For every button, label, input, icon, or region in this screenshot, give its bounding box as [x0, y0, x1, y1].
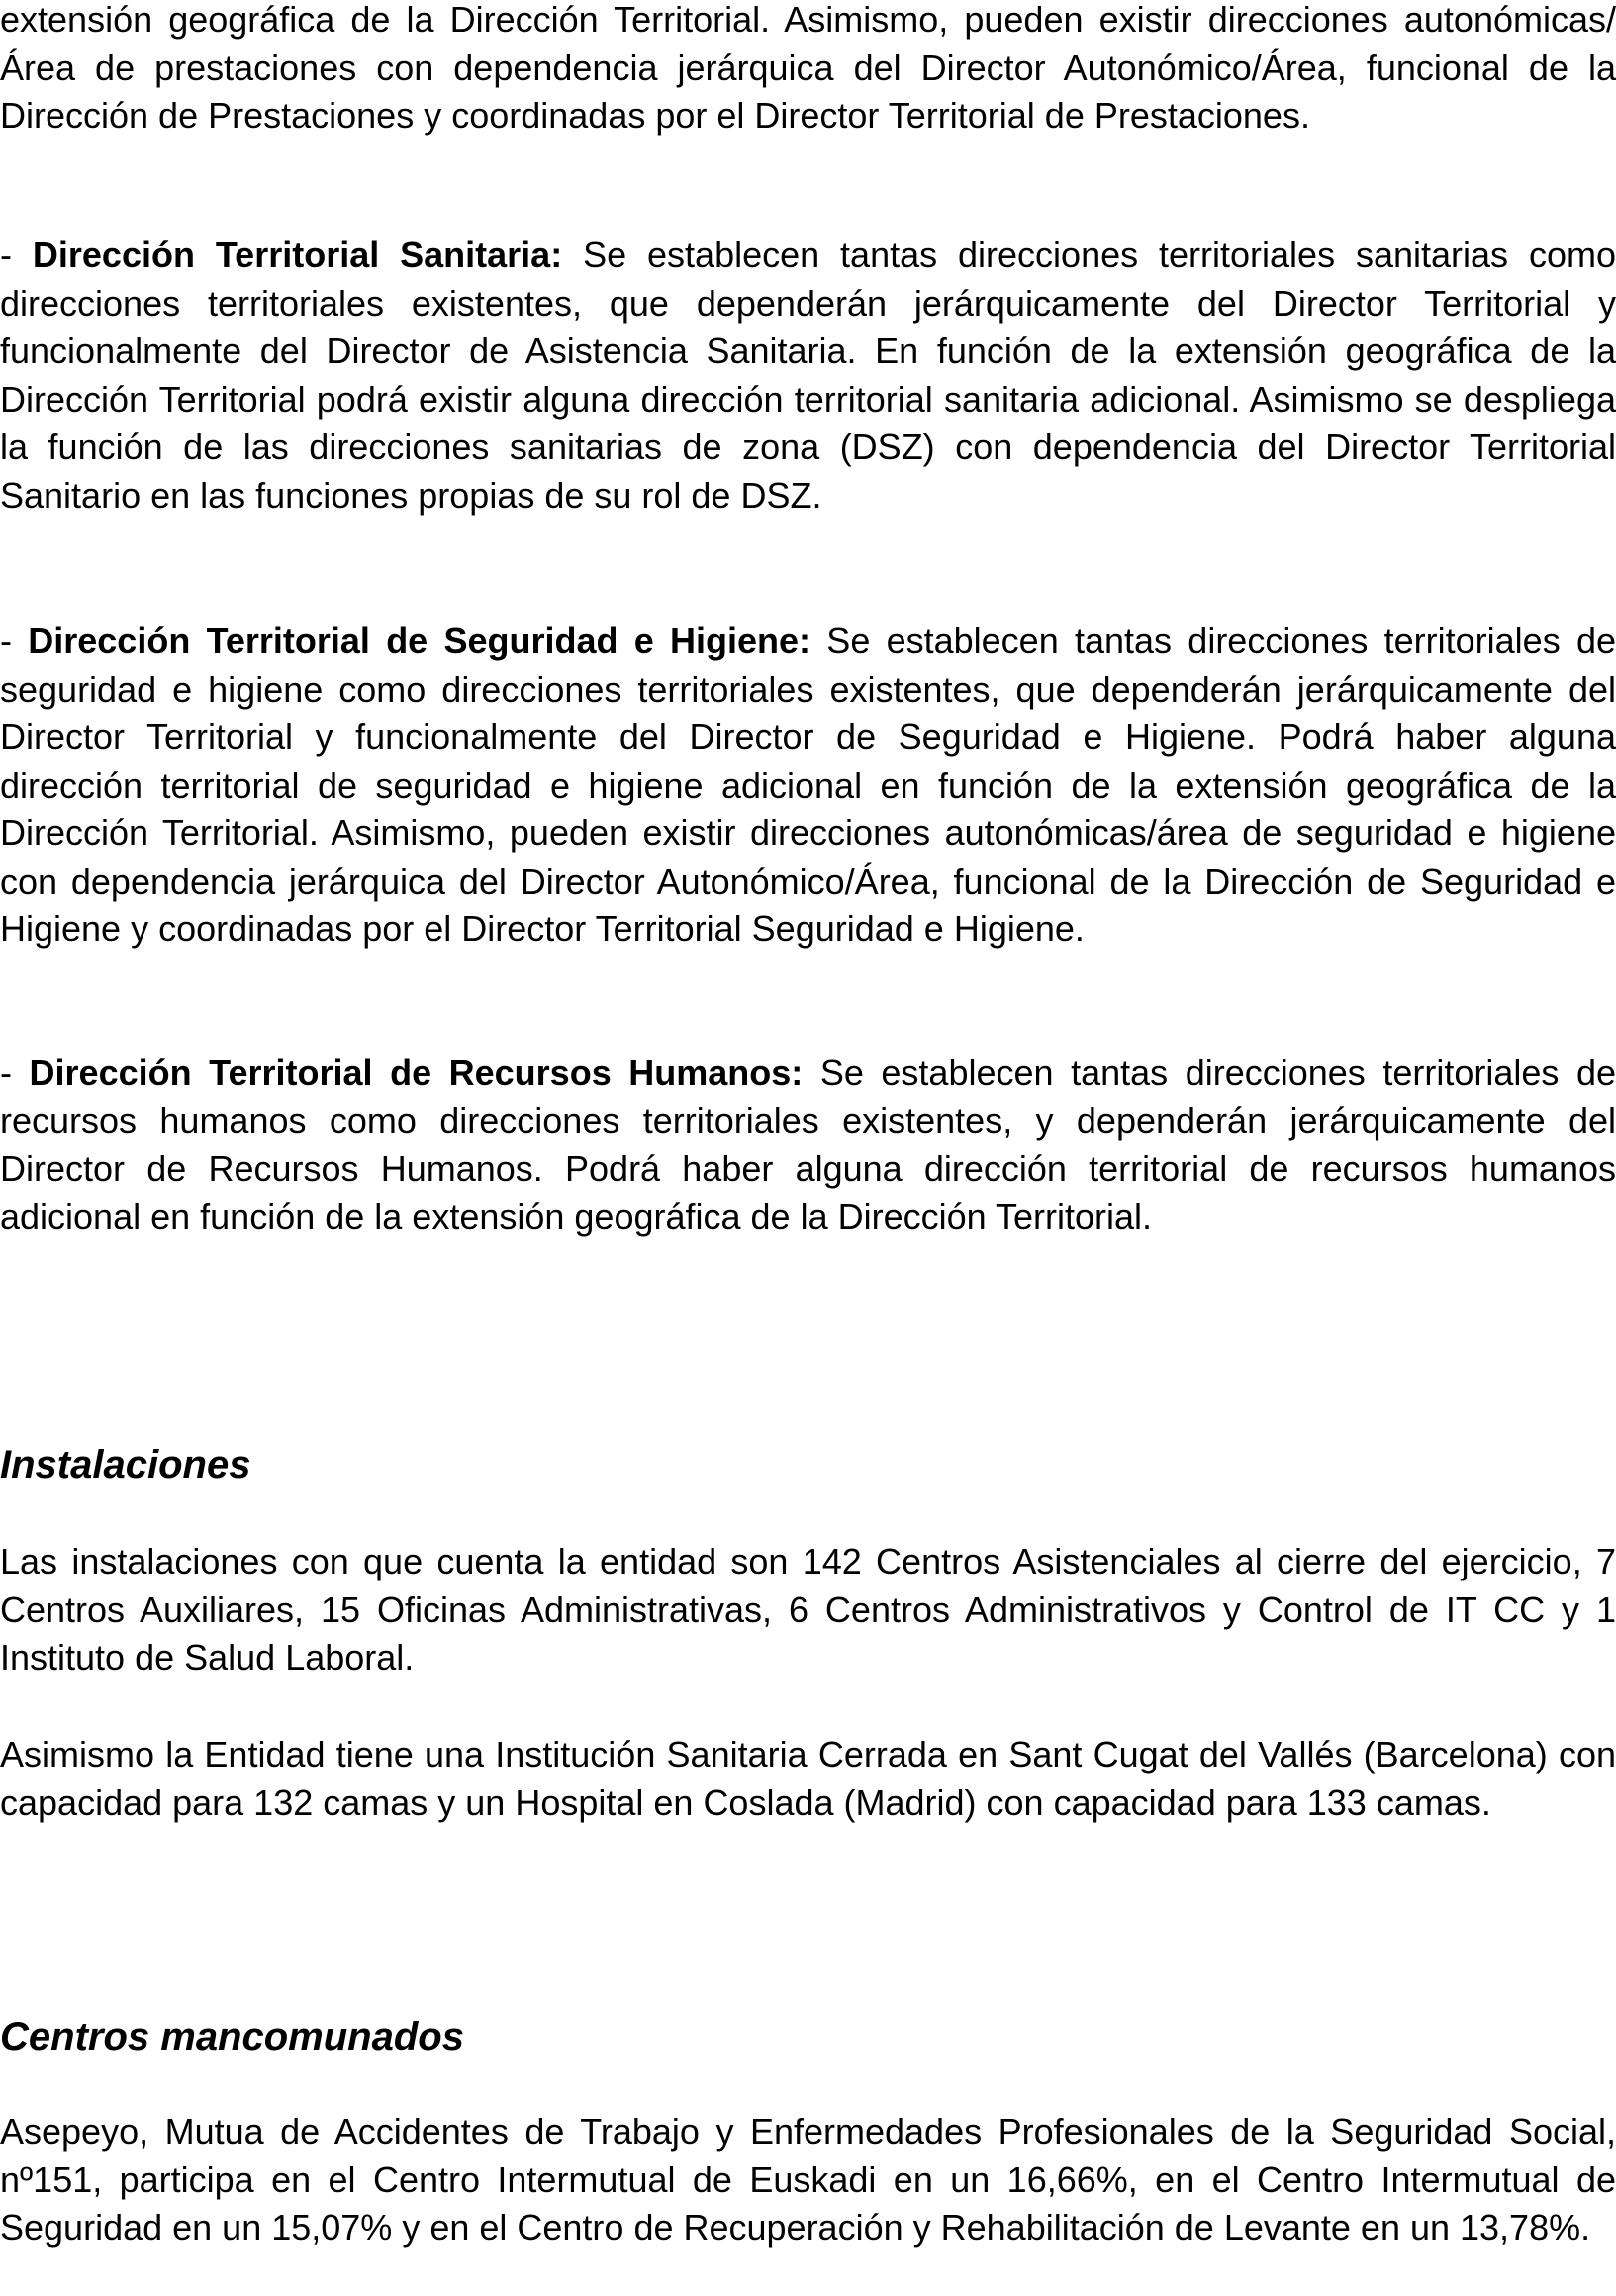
item-dash: - — [0, 1052, 30, 1093]
item-label: Dirección Territorial de Seguridad e Higiene: — [28, 621, 811, 661]
item-text: Se establecen tantas direcciones territoriales sanitarias como direcciones territoriales existentes, que dependerán jerárquicamente del Director Territorial y funcionalmente del Director de Asistencia Sanitaria. En función de la extensión geográfica de la Dirección Territorial podrá existir alguna dirección territorial sanitaria adicional. Asimismo se despliega la función de las direcciones sanitarias de zona (DSZ) con dependencia del Director Territorial Sanitario en las funciones propias de su rol de DSZ. — [0, 235, 1616, 516]
item-sanitaria — [0, 232, 1616, 520]
heading-centros-mancomunados: Centros mancomunados — [0, 2015, 464, 2058]
item-dash: - — [0, 621, 29, 661]
item-dash: - — [0, 235, 33, 275]
heading-instalaciones: Instalaciones — [0, 1443, 251, 1486]
centros-paragraph: Asepeyo, Mutua de Accidentes de Trabajo y Enfermedades Profesionales de la Seguridad Social, nº151, participa en el Centro Intermutual de Euskadi en un 16,66%, en el Centro Intermutual de Seguridad en un 15,07% y en el Centro de Recuperación y Rehabilitación de Levante en un 13,78%. — [0, 2111, 1616, 2248]
intro-paragraph: extensión geográfica de la Dirección Territorial. Asimismo, pueden existir direcciones autonómicas/Área de prestaciones con dependencia jerárquica del Director Autonómico/Área, funcional de la Dirección de Prestaciones y coordinadas por el Director Territorial de Prestaciones. — [0, 0, 1616, 136]
item-label: Dirección Territorial Sanitaria: — [32, 235, 563, 275]
item-label: Dirección Territorial de Recursos Humanos: — [29, 1052, 804, 1093]
item-text: Se establecen tantas direcciones territoriales de recursos humanos como direcciones territoriales existentes, y dependerán jerárquicamente del Director de Recursos Humanos. Podrá haber alguna dirección territorial de recursos humanos adicional en función de la extensión geográfica de la Dirección Territorial. — [0, 1052, 1616, 1237]
item-seguridad-higiene — [0, 618, 1616, 954]
item-recursos-humanos — [0, 1049, 1616, 1241]
instalaciones-paragraph-2: Asimismo la Entidad tiene una Institución Sanitaria Cerrada en Sant Cugat del Vallés (Barcelona) con capacidad para 132 camas y un Hospital en Coslada (Madrid) con capacidad para 133 camas. — [0, 1734, 1616, 1823]
item-text: Se establecen tantas direcciones territoriales de seguridad e higiene como direcciones territoriales existentes, que dependerán jerárquicamente del Director Territorial y funcionalmente del Director de Seguridad e Higiene. Podrá haber alguna dirección territorial de seguridad e higiene adicional en función de la extensión geográfica de la Dirección Territorial. Asimismo, pueden existir direcciones autonómicas/área de seguridad e higiene con dependencia jerárquica del Director Autonómico/Área, funcional de la Dirección de Seguridad e Higiene y coordinadas por el Director Territorial Seguridad e Higiene. — [0, 621, 1616, 949]
instalaciones-paragraph-1: Las instalaciones con que cuenta la entidad son 142 Centros Asistenciales al cierre del ejercicio, 7 Centros Auxiliares, 15 Oficinas Administrativas, 6 Centros Administrativos y Control de IT CC y 1 Instituto de Salud Laboral. — [0, 1541, 1616, 1677]
